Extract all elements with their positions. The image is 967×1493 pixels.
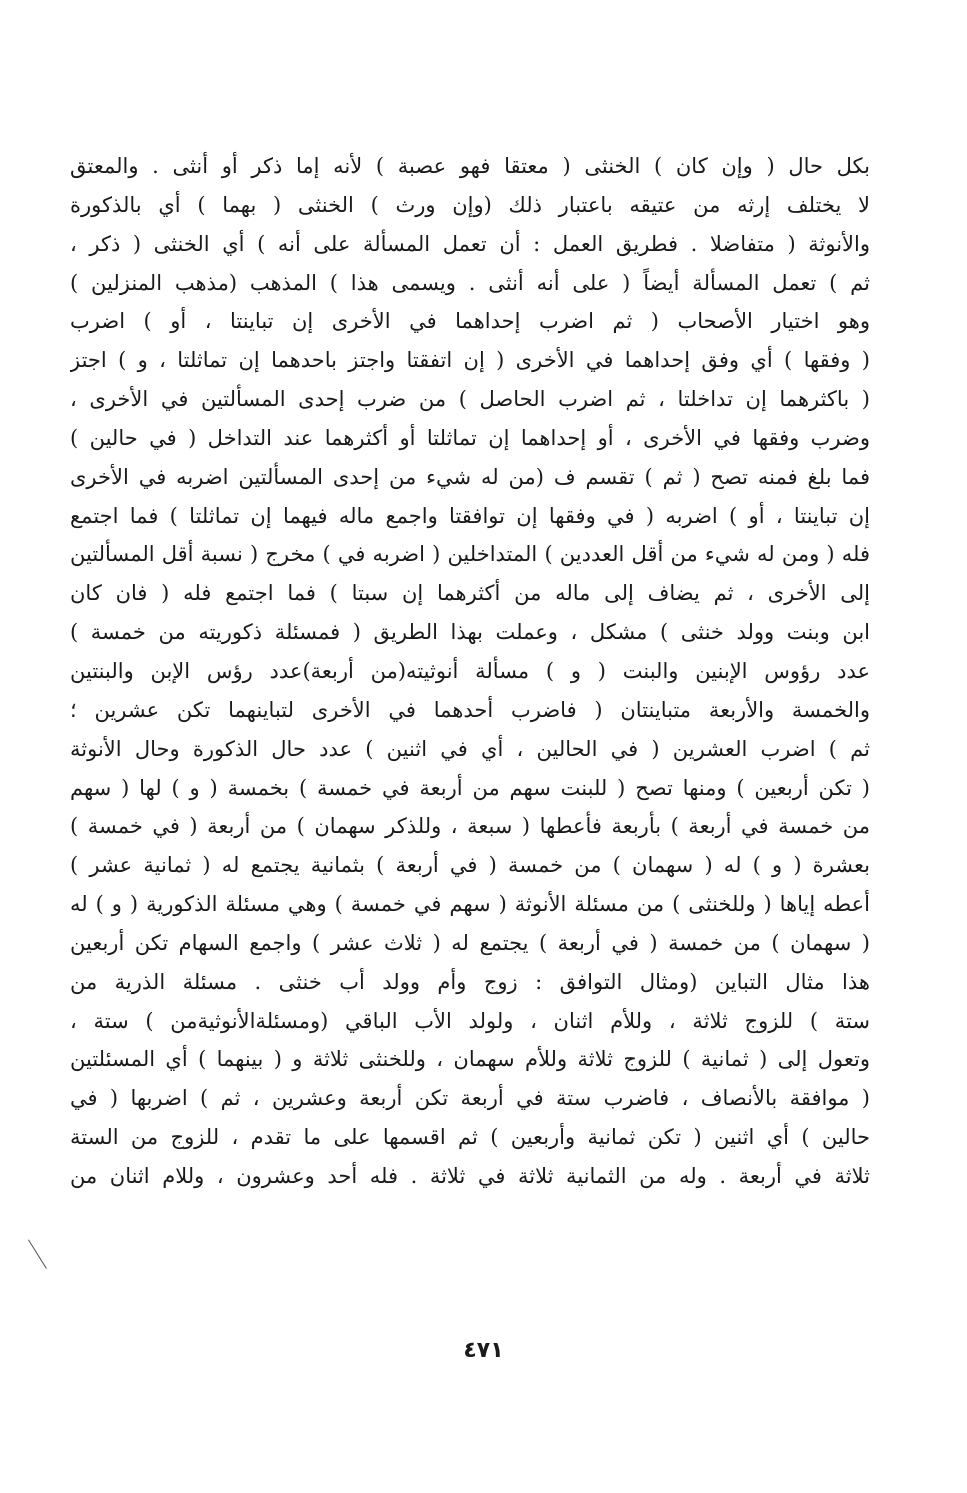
text-line: ( موافقة بالأنصاف ، فاضرب ستة في أربعة تكن أربعة وعشرين ، ثم ) اضربها ( في	[70, 1086, 870, 1111]
text-line: والخمسة والأربعة متباينتان ( فاضرب أحدهما في الأخرى لتباينهما تكن عشرين ؛	[70, 697, 870, 722]
text-line: ابن وبنت وولد خنثى ) مشكل ، وعملت بهذا الطريق ( فمسئلة ذكوريته من خمسة )	[70, 620, 870, 645]
text-line: عدد رؤوس الإبنين والبنت ( و ) مسألة أنوثيته(من أربعة)عدد رؤس الإبن والبنتين	[70, 658, 870, 683]
text-line: ( باكثرهما إن تداخلتا ، ثم اضرب الحاصل ) من ضرب إحدى المسألتين في الأخرى ،	[70, 387, 870, 412]
text-line: لا يختلف إرثه من عتيقه باعتبار ذلك (وإن ورث ) الخنثى ( بهما ) أي بالذكورة	[70, 192, 870, 217]
text-line: ستة ) للزوج ثلاثة ، وللأم اثنان ، ولولد الأب الباقي (ومسئلةالأنوثيةمن ) ستة ،	[70, 1008, 870, 1033]
text-line: ( سهمان ) من خمسة ( في أربعة ) يجتمع له ( ثلاث عشر ) واجمع السهام تكن أربعين	[70, 930, 870, 955]
text-line: حالين ) أي اثنين ( تكن ثمانية وأربعين ) ثم اقسمها على ما تقدم ، للزوج من الستة	[70, 1125, 870, 1150]
text-line: بكل حال ( وإن كان ) الخنثى ( معتقا فهو عصبة ) لأنه إما ذكر أو أنثى . والمعتق	[70, 154, 870, 178]
text-line: والأنوثة ( متفاضلا . فطريق العمل : أن تعمل المسألة على أنه ) أي الخنثى ( ذكر ،	[70, 231, 870, 256]
text-line: أعطه إياها ( وللخنثى ) من مسئلة الأنوثة ( سهم في خمسة ) وهي مسئلة الذكورية ( و ) له	[70, 892, 870, 917]
text-line: فما بلغ فمنه تصح ( ثم ) تقسم ف (من له شيء من إحدى المسألتين اضربه في الأخرى	[70, 464, 870, 489]
body-text	[70, 147, 870, 1196]
text-line: وضرب وفقها في الأخرى ، أو إحداهما إن تماثلتا أو أكثرهما عند التداخل ( في حالين )	[70, 425, 870, 450]
text-line: ثم ) تعمل المسألة أيضاً ( على أنه أنثى . ويسمى هذا ) المذهب (مذهب المنزلين )	[70, 270, 870, 295]
text-line: هذا مثال التباين (ومثال التوافق : زوج وأم وولد أب خنثى . مسئلة الذرية من	[70, 969, 870, 994]
text-line: إلى الأخرى ، ثم يضاف إلى ماله من أكثرهما إن سبتا ) فما اجتمع فله ( فان كان	[70, 581, 870, 606]
text-line: ( تكن أربعين ) ومنها تصح ( للبنت سهم من أربعة في خمسة ) بخمسة ( و ) لها ( سهم	[70, 775, 870, 800]
text-line: من خمسة في أربعة ) بأربعة فأعطها ( سبعة ، وللذكر سهمان ) من أربعة ( في خمسة )	[70, 814, 870, 839]
margin-stroke	[28, 1231, 60, 1269]
text-line: ثم ) اضرب العشرين ( في الحالين ، أي في اثنين ) عدد حال الذكورة وحال الأنوثة	[70, 736, 870, 761]
text-line: وهو اختيار الأصحاب ( ثم اضرب إحداهما في الأخرى إن تباينتا ، أو ) اضرب	[70, 309, 870, 334]
text-line: ثلاثة في أربعة . وله من الثمانية ثلاثة في ثلاثة . فله أحد وعشرون ، وللام اثنان من	[70, 1163, 870, 1188]
text-line: إن تباينتا ، أو ) اضربه ( في وفقها إن توافقتا واجمع ماله فيهما إن تماثلتا ) فما اجتمع	[70, 503, 870, 528]
text-line: وتعول إلى ( ثمانية ) للزوج ثلاثة وللأم سهمان ، وللخنثى ثلاثة و ( بينهما ) أي المسئلتين	[70, 1047, 870, 1072]
text-line: فله ( ومن له شيء من أقل العددين ) المتداخلين ( اضربه في ) مخرج ( نسبة أقل المسألتين	[70, 542, 870, 567]
text-line: بعشرة ( و ) له ( سهمان ) من خمسة ( في أربعة ) بثمانية يجتمع له ( ثمانية عشر )	[70, 853, 870, 878]
page-number: ٤٧١	[463, 1338, 504, 1363]
text-line: ( وفقها ) أي وفق إحداهما في الأخرى ( إن اتفقتا واجتز باحدهما إن تماثلتا ، و ) اجتز	[70, 348, 870, 373]
